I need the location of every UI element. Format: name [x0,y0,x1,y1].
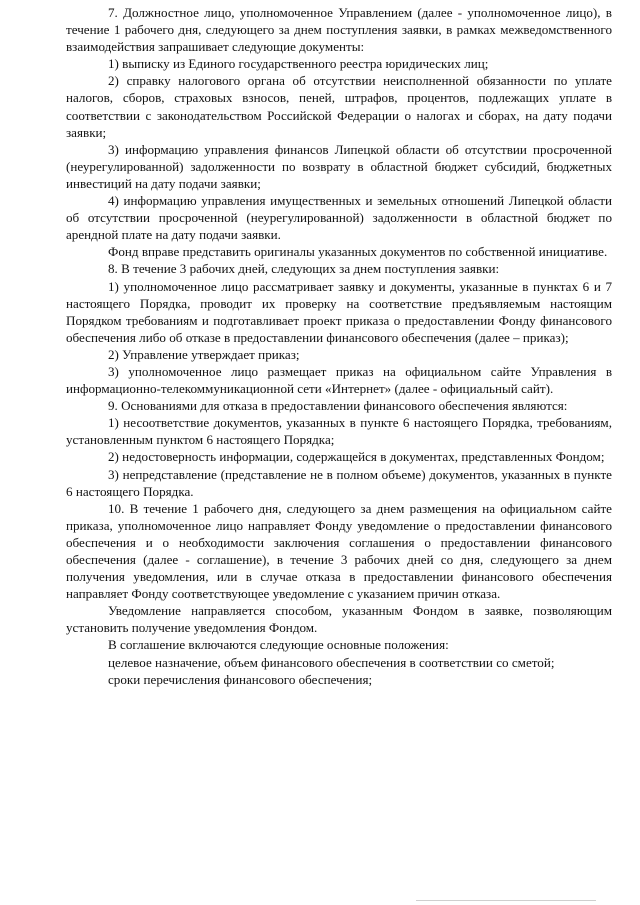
paragraph-7-item-2: 2) справку налогового органа об отсутствии неисполненной обязанности по уплате налогов, сборов, страховых взносов, пеней, штрафов, процентов, подлежащих уплате в соответствии с законодательством Российской Федерации о налогах и сборах, на дату подачи заявки; [66,73,612,140]
paragraph-10: 10. В течение 1 рабочего дня, следующего за днем размещения на официальном сайте приказа, уполномоченное лицо направляет Фонду уведомление о предоставлении финансового обеспечения и о необходимости заключения соглашения о предоставлении финансового обеспечения (далее - соглашение), в течение 3 рабочих дней со дня, следующего за днем получения уведомления, или в случае отказа в предоставлении финансового обеспечения направляет Фонду соответствующее уведомление с указанием причин отказа. [66,500,612,602]
paragraph-fund-right: Фонд вправе представить оригиналы указанных документов по собственной инициативе. [108,244,608,260]
paragraph-8-item-1: 1) уполномоченное лицо рассматривает заявку и документы, указанные в пунктах 6 и 7 настоящего Порядка, проводит их проверку на соответствие предъявляемым настоящим Порядком требованиям и подготавливает проект приказа о предоставлении Фонду финансового обеспечения либо об отказе в предоставлении финансового обеспечения (далее – приказ); [66,278,612,345]
paragraph-7-item-4: 4) информацию управления имущественных и земельных отношений Липецкой области об отсутствии просроченной (неурегулированной) задолженности в областной бюджет по арендной плате на дату подачи заявки. [66,193,612,243]
paragraph-9-item-1: 1) несоответствие документов, указанных в пункте 6 настоящего Порядка, требованиям, установленным пунктом 6 настоящего Порядка; [66,415,612,448]
paragraph-9-item-3: 3) непредставление (представление не в полном объеме) документов, указанных в пункте 6 настоящего Порядка. [66,466,612,499]
paragraph-9-item-2: 2) недостоверность информации, содержащейся в документах, представленных Фондом; [108,449,605,465]
paragraph-9-intro: 9. Основаниями для отказа в предоставлении финансового обеспечения являются: [108,398,568,414]
paragraph-7-item-3: 3) информацию управления финансов Липецкой области об отсутствии просроченной (неурегулированной) задолженности по возврату в областной бюджет субсидий, бюджетных инвестиций на дату подачи заявки; [66,141,612,191]
paragraph-agreement-terms: сроки перечисления финансового обеспечения; [108,671,373,687]
document-page [66,4,612,688]
paragraph-agreement-purpose: целевое назначение, объем финансового обеспечения в соответствии со сметой; [108,654,555,670]
paragraph-agreement-intro: В соглашение включаются следующие основные положения: [108,637,449,653]
paragraph-notification-method: Уведомление направляется способом, указанным Фондом в заявке, позволяющим установить получение уведомления Фондом. [66,603,612,636]
paragraph-7-item-1: 1) выписку из Единого государственного реестра юридических лиц; [108,56,489,72]
footer-divider [416,900,596,901]
paragraph-7-intro: 7. Должностное лицо, уполномоченное Управлением (далее - уполномоченное лицо), в течение 1 рабочего дня, следующего за днем поступления заявки, в рамках межведомственного взаимодействия запрашивает следующие документы: [66,5,612,55]
paragraph-8-intro: 8. В течение 3 рабочих дней, следующих за днем поступления заявки: [108,261,500,277]
paragraph-8-item-3: 3) уполномоченное лицо размещает приказ на официальном сайте Управления в информационно-телекоммуникационной сети «Интернет» (далее - официальный сайт). [66,363,612,397]
paragraph-8-item-2: 2) Управление утверждает приказ; [108,346,300,362]
